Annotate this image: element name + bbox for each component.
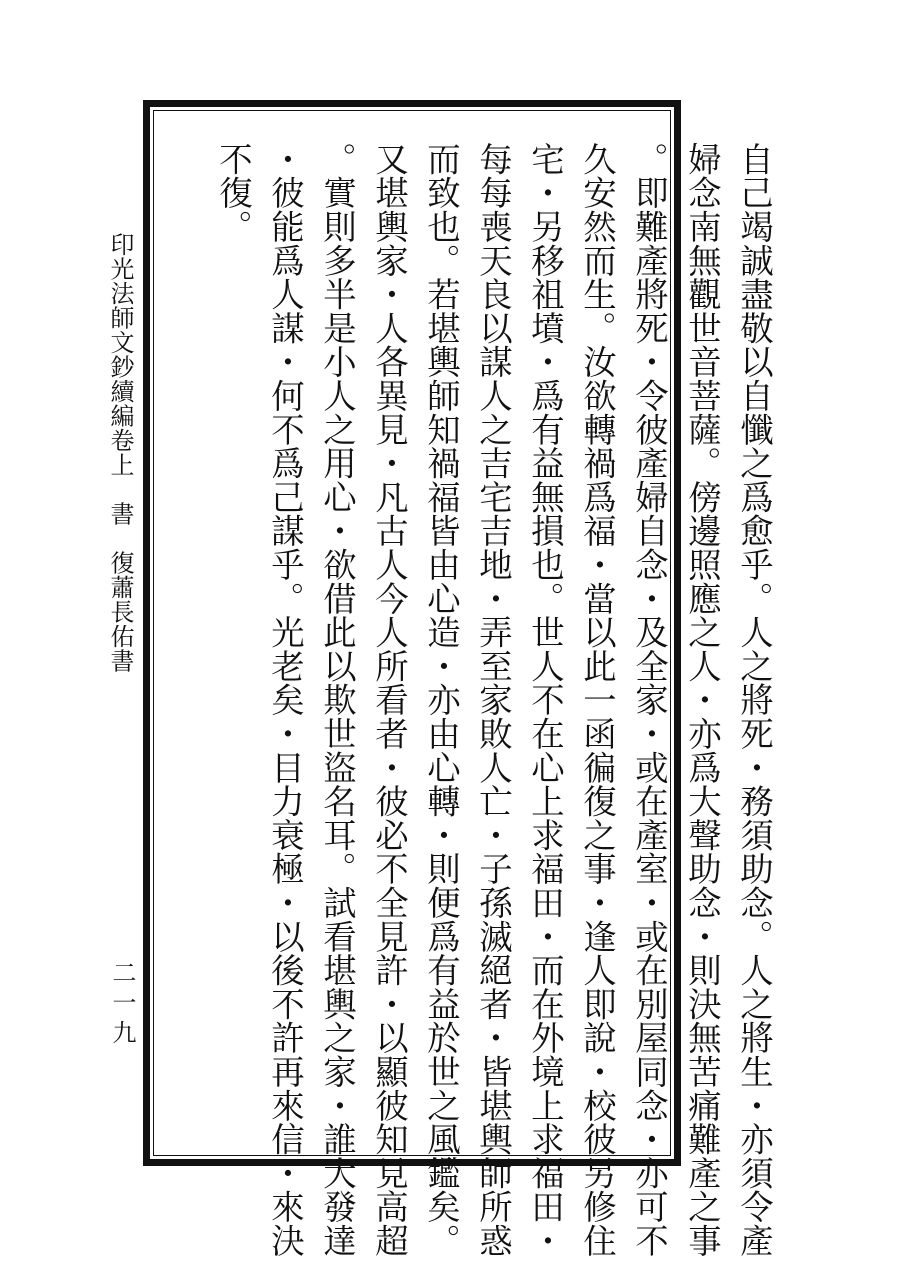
text-column-4: 久安然而生。汝欲轉禍爲福・當以此一函徧復之事・逢人即說・校彼另修住 <box>578 142 617 1258</box>
text-column-8: 又堪輿家・人各異見・凡古人今人所看者・彼必不全見許・以顯彼知見高超 <box>370 142 409 1258</box>
margin-header-title: 印光法師文鈔續編卷上 書 復蕭長佑書 <box>106 232 134 673</box>
page-number: 二一九 <box>108 960 136 1050</box>
text-column-7: 而致也。若堪輿師知禍福皆由心造・亦由心轉・則便爲有益於世之風鑑矣。 <box>422 142 461 1258</box>
text-column-11: 不復。 <box>214 142 253 244</box>
text-column-6: 每每喪天良以謀人之吉宅吉地・弄至家敗人亡・子孫滅絕者・皆堪輿師所惑 <box>474 142 513 1258</box>
text-column-2: 婦念南無觀世音菩薩。傍邊照應之人・亦爲大聲助念・則決無苦痛難產之事 <box>683 142 722 1258</box>
text-column-1: 自己竭誠盡敬以自懺之爲愈乎。人之將死・務須助念。人之將生・亦須令產 <box>735 142 774 1258</box>
text-column-10: ・彼能爲人謀・何不爲己謀乎。光老矣・目力衰極・以後不許再來信・來決 <box>266 142 305 1258</box>
text-column-3: 。即難產將死・令彼產婦自念・及全家・或在產室・或在別屋同念・亦可不 <box>630 142 669 1258</box>
text-column-5: 宅・另移祖墳・爲有益無損也。世人不在心上求福田・而在外境上求福田・ <box>526 142 565 1258</box>
text-column-9: 。實則多半是小人之用心・欲借此以欺世盜名耳。試看堪輿之家・誰大發達 <box>318 142 357 1258</box>
